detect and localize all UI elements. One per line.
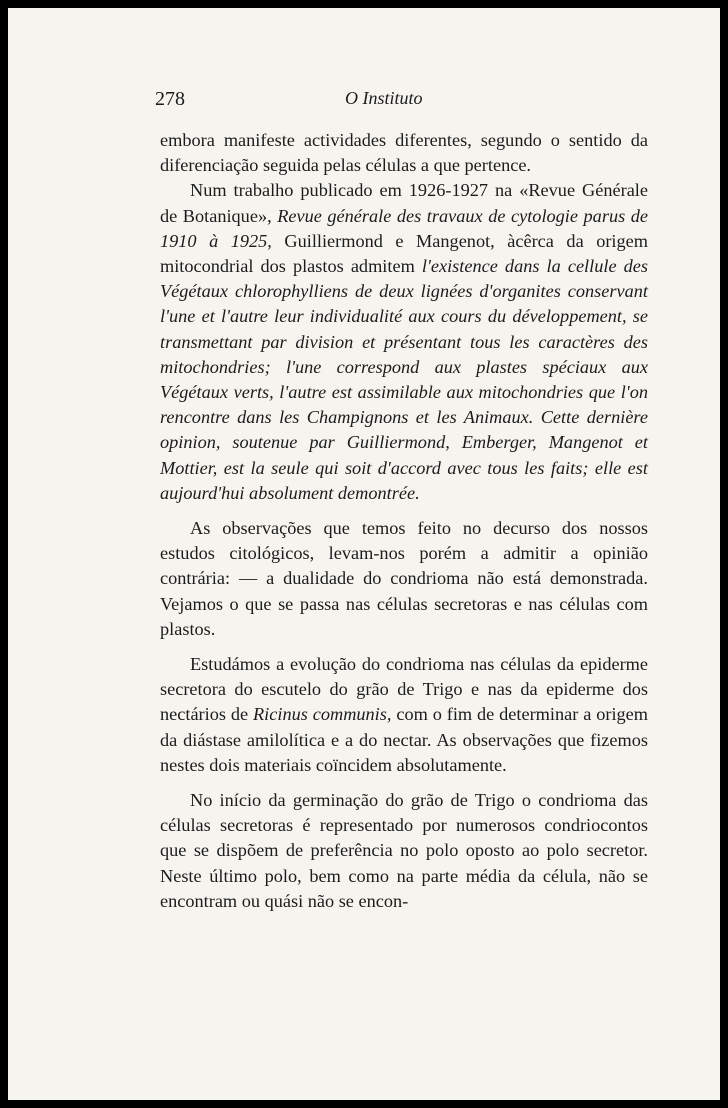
paragraph-2: [160, 178, 648, 506]
paragraph-1: embora manifeste actividades diferentes, segundo o sentido da diferenciação seguida pelas células a que pertence.: [160, 130, 648, 176]
paragraph-2-text-a: Num trabalho publicado em 1926-1927 na «Revue Générale de Botanique»,: [160, 180, 648, 226]
paragraph-gap: [160, 506, 648, 516]
paragraph-4-text-a: Estudámos a evolução do condrioma nas células da epiderme secretora do escutelo do grão de Trigo e nas da epiderme dos nectários de: [160, 654, 648, 725]
paragraph-4: [160, 652, 648, 778]
running-title: O Instituto: [345, 88, 423, 108]
paragraph-2-french-quote: l'existence dans la cellule des Végétaux chlorophylliens de deux lignées d'organites conservant l'une et l'autre leur individualité aux cours du développement, se transmettant par division et présentant tous les caractères des mitochondries; l'une correspond aux plastes spéciaux aux Végétaux verts, l'autre est assimilable aux mitochondries que l'on rencontre dans les Champignons et les Animaux. Cette dernière opinion, soutenue par Guilliermond, Emberger, Mangenot et Mottier, est la seule qui soit d'accord avec tous les faits; elle est aujourd'hui absolument demontrée.: [160, 256, 648, 503]
paragraph-2-text-b: Guilliermond e Mangenot, àcêrca da origem mitocondrial dos plastos admitem: [160, 230, 648, 277]
page-header: [155, 88, 575, 116]
page-number: 278: [155, 88, 185, 110]
paragraph-4-text-b: com o fim de determinar a origem da diástase amilolítica e a do nectar. As observações que fizemos nestes dois materiais coïncidem absolutamente.: [160, 704, 648, 775]
paragraph-3: As observações que temos feito no decurso dos nossos estudos citológicos, levam-nos porém a admitir a opinião contrária: — a dualidade do condrioma não está demonstrada. Vejamos o que se passa nas células secretoras e nas células com plastos.: [160, 518, 648, 639]
paragraph-4-species-name: Ricinus communis,: [253, 704, 392, 725]
paragraph-2-italic-title: Revue générale des travaux de cytologie parus de 1910 à 1925,: [160, 205, 648, 251]
paragraph-gap: [160, 778, 648, 788]
book-page: [8, 8, 720, 1100]
paragraph-gap: [160, 642, 648, 652]
body-text: [160, 128, 648, 914]
paragraph-5: No início da germinação do grão de Trigo o condrioma das células secretoras é representado por numerosos condriocontos que se dispõem de preferência no polo oposto ao polo secretor. Neste último polo, bem como na parte média da célula, não se encontram ou quási não se encon-: [160, 790, 648, 911]
